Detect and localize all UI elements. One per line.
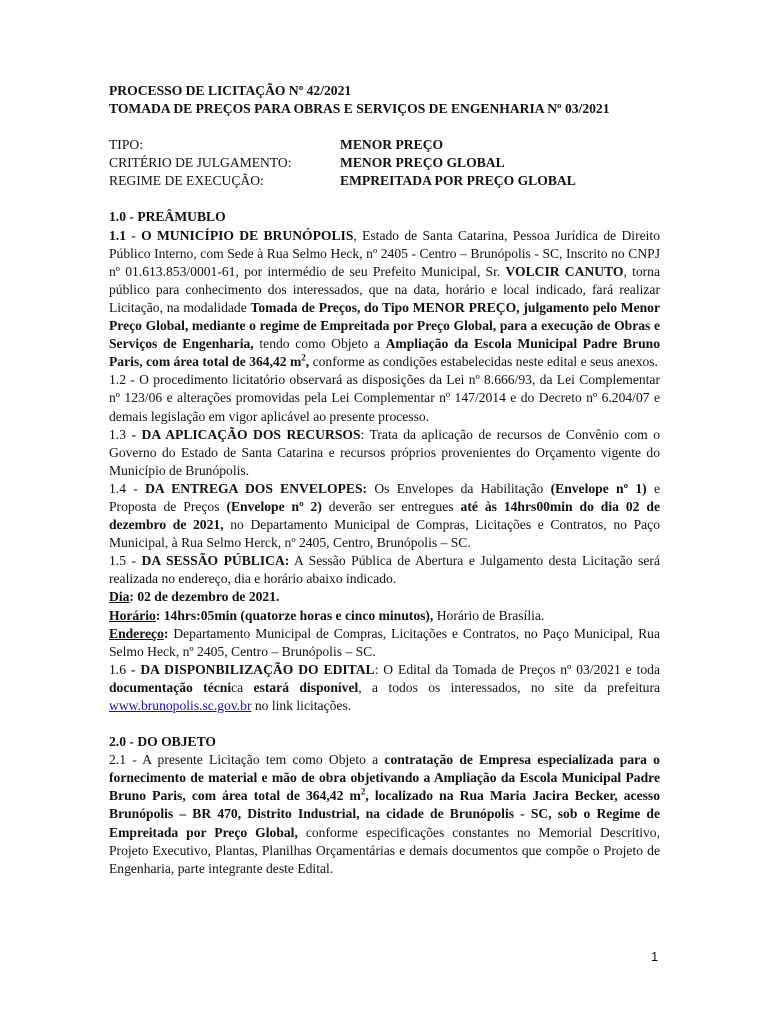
- text: 2.1 - A presente Licitação tem como Objeto a: [109, 752, 385, 768]
- tomada-title: TOMADA DE PREÇOS PARA OBRAS E SERVIÇOS DE ENGENHARIA Nº 03/2021: [109, 101, 610, 117]
- emphasis: 1.1 - O MUNICÍPIO DE BRUNÓPOLIS: [109, 227, 354, 243]
- paragraph-1-2: 1.2 - O procedimento licitatório observará as disposições da Lei nº 8.666/93, da Lei Complementar nº 123/06 e alterações promovidas pela Lei Complementar nº 147/2014 e do Decreto nº 6.204/07 e demais legislação em vigor aplicável ao presente processo.: [109, 372, 660, 424]
- text: A Sessão Pública de Abertura e Julgamento desta Licitação será realizada no endereço, dia e horário abaixo indicado.: [109, 553, 660, 587]
- text: conforme especificações constantes no Memorial Descritivo, Projeto Executivo, Plantas, Planilhas Orçamentárias e demais documentos que compõe o Projeto de Engenharia, parte integrante deste Edital.: [109, 824, 660, 876]
- paragraph-1-6: [109, 661, 660, 715]
- text: :: [163, 625, 169, 641]
- text: , localizado na Rua Maria Jacira Becker, acesso Brunópolis – BR 470, Distrito Industrial, na cidade de Brunópolis - SC, sob o Regime de Empreitada por Preço Global,: [109, 788, 660, 840]
- text: 1.3: [109, 426, 132, 442]
- horario-label: Horário: [109, 607, 156, 623]
- text: , a todos os interessados, no site da prefeitura: [358, 679, 661, 695]
- text: , Estado de Santa Catarina, Pessoa Jurídica de Direito Público Interno, com Sede à Rua Selmo Heck, nº 2405 - Centro – Brunópolis - SC, Inscrito no CNPJ nº 01.613.853/0001-61, por intermédio de seu Prefeito Municipal, Sr.: [109, 227, 660, 279]
- emphasis: DA ENTREGA DOS ENVELOPES:: [145, 480, 368, 496]
- text: no link licitações.: [251, 698, 352, 713]
- document-page: [109, 82, 660, 878]
- emphasis: DA SESSÃO PÚBLICA:: [141, 553, 290, 569]
- session-time: [109, 607, 660, 625]
- emphasis: estará disponível: [253, 679, 359, 695]
- paragraph-1-5: [109, 552, 660, 588]
- paragraph-1-1: [109, 227, 660, 372]
- text: no Departamento Municipal de Compras, Licitações e Contratos, no Paço Municipal, à Rua Selmo Herck, nº 2405, Centro, Brunópolis – SC.: [109, 517, 660, 551]
- criterio-label: CRITÉRIO DE JULGAMENTO:: [109, 155, 292, 171]
- meta-row-criterio: [109, 154, 660, 172]
- page-number: 1: [651, 949, 659, 964]
- text: conforme as condições estabelecidas neste edital e seus anexos.: [309, 354, 658, 370]
- emphasis: (Envelope nº 1): [550, 480, 647, 496]
- text: ca: [231, 679, 254, 695]
- paragraph-2-1: [109, 751, 660, 878]
- dia-label: Dia: [109, 589, 130, 605]
- regime-label: REGIME DE EXECUÇÃO:: [109, 173, 264, 189]
- text: e Proposta de Preços: [109, 480, 660, 514]
- emphasis: - DA APLICAÇÃO DOS RECURSOS: [131, 426, 361, 442]
- endereco-label: Endereço: [109, 625, 164, 641]
- superscript: 2: [301, 352, 306, 363]
- text: : O Edital da Tomada de Preços nº 03/2021 e toda: [374, 661, 661, 677]
- emphasis: Tomada de Preços, do Tipo MENOR PREÇO, julgamento pelo Menor Preço Global, mediante o regime de Empreitada por Preço Global, para a execução de Obras e Serviços de Engenharia,: [109, 299, 661, 352]
- section-title: 2.0 - DO OBJETO: [109, 734, 217, 750]
- session-address: [109, 625, 660, 661]
- prefeito-name: VOLCIR CANUTO: [505, 263, 624, 279]
- process-title: PROCESSO DE LICITAÇÃO Nº 42/2021: [109, 83, 352, 98]
- tipo-value: MENOR PREÇO: [340, 137, 444, 153]
- tipo-label: TIPO:: [109, 137, 143, 153]
- emphasis: (Envelope nº 2): [226, 498, 322, 514]
- paragraph-1-3: [109, 426, 660, 480]
- session-date: [109, 588, 660, 606]
- text: contratação de Empresa especializada para o fornecimento de material e mão de obra objetivando a Ampliação da Escola Municipal Padre Bruno Paris, com área total de 364,42 m: [109, 752, 660, 804]
- prefeitura-site-link[interactable]: www.brunopolis.sc.gov.br: [109, 698, 252, 713]
- section-preambulo: [109, 208, 660, 715]
- section-objeto: [109, 733, 660, 878]
- horario-value: : 14hrs:05min (quatorze horas e cinco minutos),: [155, 607, 434, 623]
- text: ,: [305, 354, 310, 370]
- text: deverão ser entregues: [321, 498, 461, 514]
- text: 1.5 -: [109, 553, 142, 569]
- emphasis: documentação técni: [109, 679, 232, 695]
- text: Os Envelopes da Habilitação: [367, 480, 551, 496]
- emphasis: - DA DISPONBILIZAÇÃO DO EDITAL: [130, 661, 375, 677]
- emphasis: até às 14hrs00min do dia 02 de dezembro de 2021,: [109, 498, 660, 533]
- text: , torna público para conhecimento dos interessados, que na data, horário e local indicado, fará realizar Licitação, na modalidade: [109, 263, 660, 315]
- text: 1.4 -: [109, 480, 146, 496]
- text: tendo como Objeto a: [253, 336, 386, 352]
- text: : Trata da aplicação de recursos de Convênio com o Governo do Estado de Santa Catarina e recursos próprios provenientes do Orçamento vigente do Município de Brunópolis.: [109, 426, 660, 478]
- dia-value: : 02 de dezembro de 2021.: [129, 589, 280, 605]
- section-title: 1.0 - PREÂMUBLO: [109, 209, 226, 225]
- meta-row-tipo: [109, 136, 660, 154]
- text: Horário de Brasília.: [433, 607, 545, 623]
- regime-value: EMPREITADA POR PREÇO GLOBAL: [340, 173, 576, 189]
- criterio-value: MENOR PREÇO GLOBAL: [340, 155, 505, 171]
- meta-row-regime: [109, 172, 660, 190]
- text: 1.6: [109, 661, 131, 677]
- endereco-value: Departamento Municipal de Compras, Licitações e Contratos, no Paço Municipal, Rua Selmo Heck, nº 2405, Centro – Brunópolis – SC.: [109, 625, 660, 659]
- process-meta: [109, 136, 660, 190]
- paragraph-1-4: [109, 480, 660, 552]
- text: Ampliação da Escola Municipal Padre Bruno Paris, com área total de 364,42 m: [109, 336, 660, 370]
- superscript: 2: [360, 786, 366, 797]
